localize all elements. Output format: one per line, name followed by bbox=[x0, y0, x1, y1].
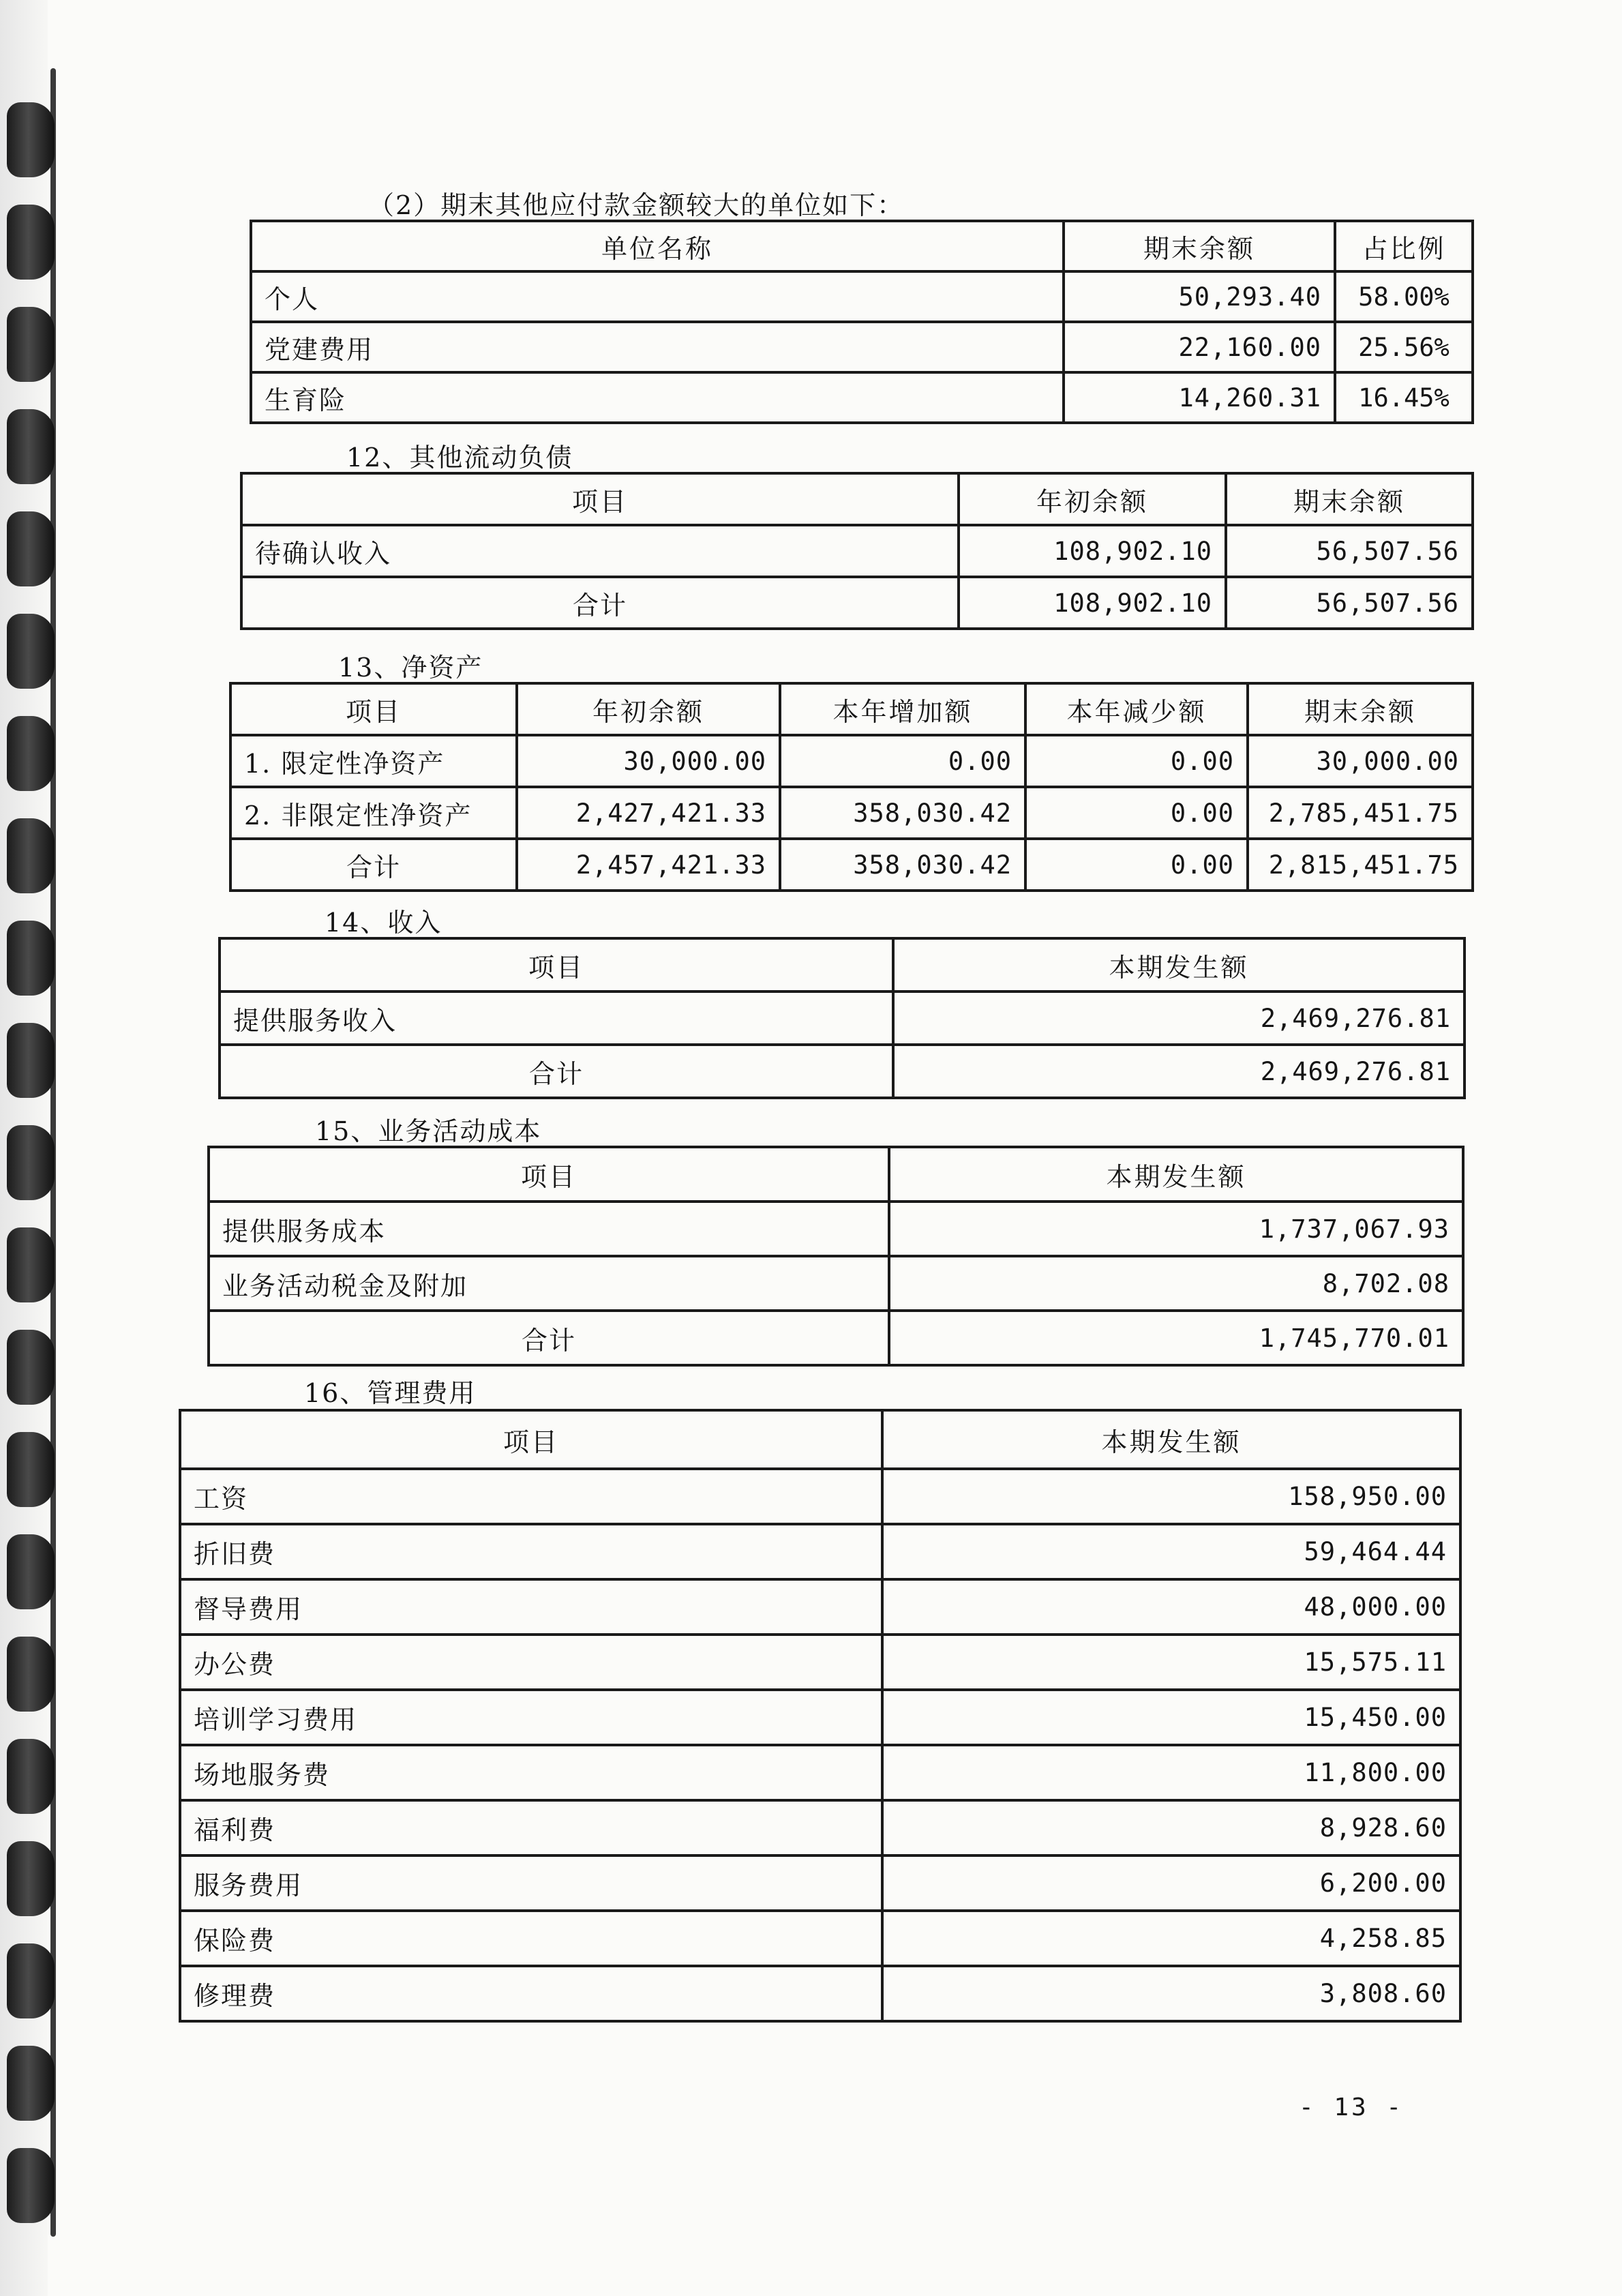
increase-value: 358,030.42 bbox=[780, 787, 1025, 839]
amount-value: 2,469,276.81 bbox=[893, 1045, 1465, 1098]
amount-value: 59,464.44 bbox=[882, 1524, 1460, 1579]
begin-balance: 2,457,421.33 bbox=[517, 839, 780, 891]
unit-name: 生育险 bbox=[251, 372, 1064, 423]
table-row bbox=[180, 1855, 1460, 1911]
item-label: 培训学习费用 bbox=[180, 1690, 882, 1745]
total-row bbox=[241, 577, 1473, 629]
admin-expenses-table bbox=[179, 1409, 1462, 2023]
decrease-value: 0.00 bbox=[1025, 839, 1248, 891]
amount-value: 8,928.60 bbox=[882, 1800, 1460, 1855]
decrease-value: 0.00 bbox=[1025, 735, 1248, 787]
payables-caption: （2）期末其他应付款金额较大的单位如下： bbox=[368, 190, 905, 220]
section-16-caption: 16、管理费用 bbox=[304, 1378, 477, 1408]
section-12-caption: 12、其他流动负债 bbox=[346, 443, 573, 473]
business-cost-table bbox=[207, 1146, 1465, 1367]
header-cell: 项目 bbox=[180, 1410, 882, 1469]
section-15-caption: 15、业务活动成本 bbox=[315, 1116, 542, 1146]
page-number: - 13 - bbox=[1299, 2093, 1405, 2121]
header-cell: 期末余额 bbox=[1064, 221, 1335, 271]
table-header-row bbox=[220, 938, 1465, 992]
end-balance: 2,815,451.75 bbox=[1248, 839, 1473, 891]
header-cell: 项目 bbox=[230, 683, 517, 735]
other-current-liabilities-table bbox=[240, 472, 1474, 630]
table-row bbox=[180, 1635, 1460, 1690]
table-header-row bbox=[180, 1410, 1460, 1469]
amount-value: 48,000.00 bbox=[882, 1579, 1460, 1635]
header-cell: 本期发生额 bbox=[889, 1147, 1463, 1202]
amount-value: 158,950.00 bbox=[882, 1469, 1460, 1524]
amount-value: 6,200.00 bbox=[882, 1855, 1460, 1911]
table-row bbox=[180, 1579, 1460, 1635]
ratio-value: 58.00% bbox=[1335, 271, 1473, 322]
unit-name: 个人 bbox=[251, 271, 1064, 322]
begin-balance: 108,902.10 bbox=[959, 577, 1226, 629]
table-row bbox=[180, 1524, 1460, 1579]
item-label: 1. 限定性净资产 bbox=[230, 735, 517, 787]
table-row bbox=[220, 992, 1465, 1045]
table-row bbox=[209, 1202, 1463, 1256]
item-label: 场地服务费 bbox=[180, 1745, 882, 1800]
item-label: 修理费 bbox=[180, 1966, 882, 2021]
table-row bbox=[230, 787, 1473, 839]
header-cell: 本期发生额 bbox=[893, 938, 1465, 992]
total-row bbox=[220, 1045, 1465, 1098]
table-row bbox=[180, 1966, 1460, 2021]
table-header-row bbox=[241, 473, 1473, 525]
section-13-caption: 13、净资产 bbox=[338, 653, 483, 683]
table-row bbox=[251, 372, 1473, 423]
income-table bbox=[218, 937, 1466, 1099]
ratio-value: 25.56% bbox=[1335, 322, 1473, 372]
table-header-row bbox=[230, 683, 1473, 735]
amount-value: 11,800.00 bbox=[882, 1745, 1460, 1800]
table-row bbox=[180, 1745, 1460, 1800]
total-row bbox=[230, 839, 1473, 891]
table-row bbox=[180, 1690, 1460, 1745]
amount-value: 50,293.40 bbox=[1064, 271, 1335, 322]
total-row bbox=[209, 1311, 1463, 1365]
amount-value: 15,575.11 bbox=[882, 1635, 1460, 1690]
total-label: 合计 bbox=[241, 577, 959, 629]
header-cell: 期末余额 bbox=[1226, 473, 1473, 525]
header-cell: 本期发生额 bbox=[882, 1410, 1460, 1469]
total-label: 合计 bbox=[209, 1311, 889, 1365]
table-row bbox=[180, 1800, 1460, 1855]
table-row bbox=[251, 271, 1473, 322]
ratio-value: 16.45% bbox=[1335, 372, 1473, 423]
payables-table bbox=[250, 220, 1474, 424]
amount-value: 1,737,067.93 bbox=[889, 1202, 1463, 1256]
end-balance: 56,507.56 bbox=[1226, 525, 1473, 577]
table-row bbox=[180, 1911, 1460, 1966]
header-cell: 年初余额 bbox=[959, 473, 1226, 525]
amount-value: 14,260.31 bbox=[1064, 372, 1335, 423]
table-row bbox=[241, 525, 1473, 577]
amount-value: 8,702.08 bbox=[889, 1256, 1463, 1311]
item-label: 服务费用 bbox=[180, 1855, 882, 1911]
total-label: 合计 bbox=[220, 1045, 893, 1098]
begin-balance: 108,902.10 bbox=[959, 525, 1226, 577]
item-label: 办公费 bbox=[180, 1635, 882, 1690]
header-cell: 单位名称 bbox=[251, 221, 1064, 271]
amount-value: 3,808.60 bbox=[882, 1966, 1460, 2021]
begin-balance: 2,427,421.33 bbox=[517, 787, 780, 839]
item-label: 2. 非限定性净资产 bbox=[230, 787, 517, 839]
table-header-row bbox=[209, 1147, 1463, 1202]
table-row bbox=[180, 1469, 1460, 1524]
table-header-row bbox=[251, 221, 1473, 271]
decrease-value: 0.00 bbox=[1025, 787, 1248, 839]
end-balance: 30,000.00 bbox=[1248, 735, 1473, 787]
item-label: 福利费 bbox=[180, 1800, 882, 1855]
header-cell: 占比例 bbox=[1335, 221, 1473, 271]
end-balance: 56,507.56 bbox=[1226, 577, 1473, 629]
total-label: 合计 bbox=[230, 839, 517, 891]
net-assets-table bbox=[229, 682, 1474, 892]
table-row bbox=[209, 1256, 1463, 1311]
item-label: 保险费 bbox=[180, 1911, 882, 1966]
table-row bbox=[251, 322, 1473, 372]
amount-value: 4,258.85 bbox=[882, 1911, 1460, 1966]
increase-value: 358,030.42 bbox=[780, 839, 1025, 891]
end-balance: 2,785,451.75 bbox=[1248, 787, 1473, 839]
item-label: 业务活动税金及附加 bbox=[209, 1256, 889, 1311]
table-row bbox=[230, 735, 1473, 787]
unit-name: 党建费用 bbox=[251, 322, 1064, 372]
increase-value: 0.00 bbox=[780, 735, 1025, 787]
amount-value: 1,745,770.01 bbox=[889, 1311, 1463, 1365]
header-cell: 项目 bbox=[220, 938, 893, 992]
item-label: 督导费用 bbox=[180, 1579, 882, 1635]
amount-value: 2,469,276.81 bbox=[893, 992, 1465, 1045]
amount-value: 15,450.00 bbox=[882, 1690, 1460, 1745]
item-label: 工资 bbox=[180, 1469, 882, 1524]
header-cell: 年初余额 bbox=[517, 683, 780, 735]
header-cell: 项目 bbox=[209, 1147, 889, 1202]
section-14-caption: 14、收入 bbox=[325, 908, 442, 938]
header-cell: 项目 bbox=[241, 473, 959, 525]
item-label: 提供服务收入 bbox=[220, 992, 893, 1045]
item-label: 提供服务成本 bbox=[209, 1202, 889, 1256]
header-cell: 本年增加额 bbox=[780, 683, 1025, 735]
header-cell: 本年减少额 bbox=[1025, 683, 1248, 735]
header-cell: 期末余额 bbox=[1248, 683, 1473, 735]
begin-balance: 30,000.00 bbox=[517, 735, 780, 787]
item-label: 待确认收入 bbox=[241, 525, 959, 577]
amount-value: 22,160.00 bbox=[1064, 322, 1335, 372]
item-label: 折旧费 bbox=[180, 1524, 882, 1579]
